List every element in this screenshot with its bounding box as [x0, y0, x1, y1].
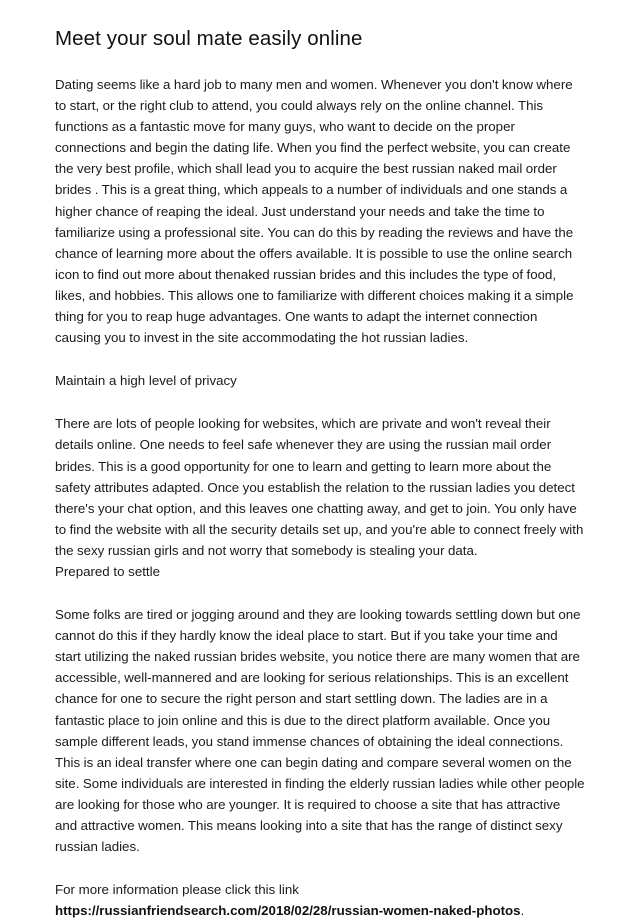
spacer	[55, 348, 585, 370]
link-line	[55, 900, 585, 921]
intro-paragraph: Dating seems like a hard job to many men and women. Whenever you don't know where to start, or the right club to attend, you could always rely on the online channel. This functions as a fantastic move for many guys, who want to decide on the proper connections and begin the dating life. When you find the perfect website, you can create the very best profile, which shall lead you to acquire the best russian naked mail order brides . This is a great thing, which appeals to a number of individuals and one stands a higher chance of reaping the ideal. Just understand your needs and take the time to familiarize using a professional site. You can do this by reading the reviews and have the chance of learning more about the offers available. It is possible to use the online search icon to find out more about thenaked russian brides and this includes the type of food, likes, and hobbies. This allows one to familiarize with different choices making it a simple thing for you to reap huge advantages. One wants to adapt the internet connection causing you to invest in the site accommodating the hot russian ladies.	[55, 77, 574, 346]
spacer	[55, 582, 585, 604]
section-heading-settle: Prepared to settle	[55, 563, 160, 579]
section-heading-privacy: Maintain a high level of privacy	[55, 373, 237, 389]
spacer	[55, 857, 585, 879]
more-info-text: For more information please click this link	[55, 882, 299, 898]
document-title: Meet your soul mate easily online	[55, 27, 363, 50]
settle-paragraph: Some folks are tired or jogging around and they are looking towards settling down but one cannot do this if they hardly know the ideal place to start. But if you take your time and start utilizing the naked russian brides website, you notice there are many women that are accessible, well-mannered and are looking for serious relationships. This is an excellent chance for one to secure the right person and start settling down. The ladies are in a fantastic place to join online and this is due to the direct platform available. Once you sample different leads, you stand immense chances of obtaining the ideal connections. This is an ideal transfer where one can begin dating and compare several women on the site. Some individuals are interested in finding the elderly russian ladies while other people are looking for those who are younger. It is required to choose a site that has attractive and attractive women. This means looking into a site that has the range of distinct sexy russian ladies.	[55, 607, 585, 855]
document-page	[55, 24, 585, 921]
privacy-paragraph: There are lots of people looking for websites, which are private and won't reveal their details online. One needs to feel safe whenever they are using the russian mail order brides. This is a good opportunity for one to learn and getting to learn more about the safety attributes adapted. Once you establish the relation to the russian ladies you detect there's your chat option, and this leaves one chatting away, and get to join. You only have to find the website with all the security details set up, and you're able to connect freely with the sexy russian girls and not worry that somebody is stealing your data.	[55, 416, 584, 558]
source-link[interactable]: https://russianfriendsearch.com/2018/02/28/russian-women-naked-photos	[55, 903, 521, 919]
spacer	[55, 391, 585, 413]
link-suffix: .	[520, 903, 525, 919]
